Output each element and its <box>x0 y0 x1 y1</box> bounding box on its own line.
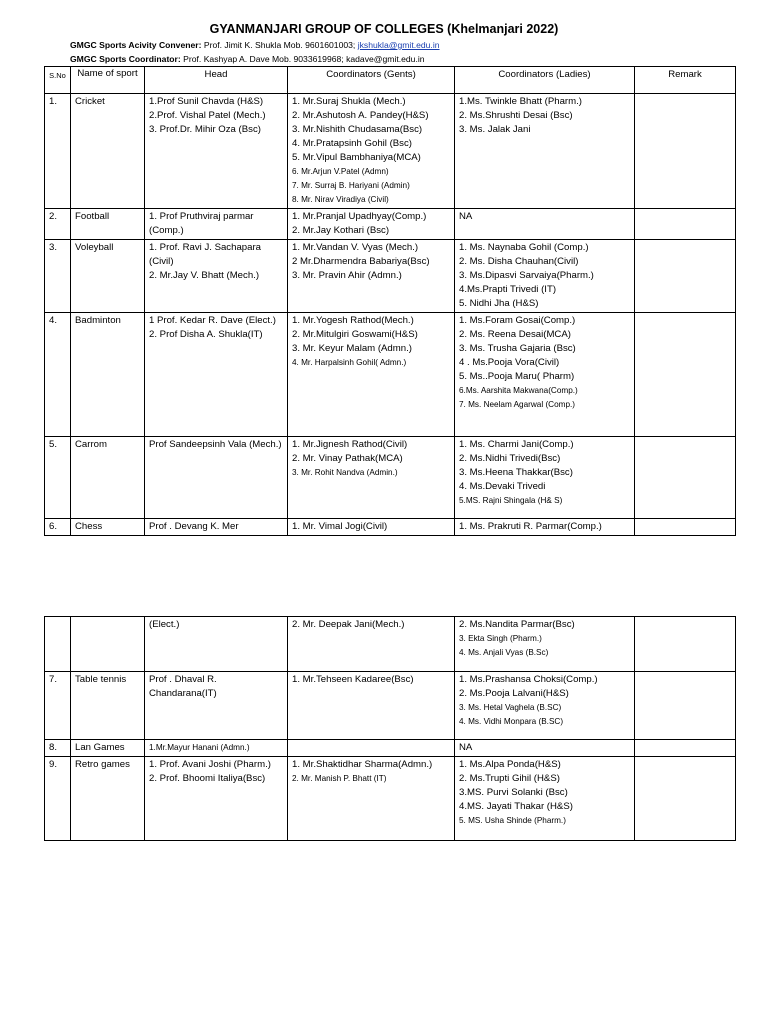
cell-gents <box>288 437 455 519</box>
gents-entry: 1. Mr.Suraj Shukla (Mech.) <box>292 96 406 107</box>
cell-sport: Retro games <box>71 757 145 841</box>
cell-gents <box>288 240 455 313</box>
head-entry: 1.Mr.Mayur Hanani (Admn.) <box>149 743 250 752</box>
cell-sport: Lan Games <box>71 740 145 757</box>
cell-head <box>145 757 288 841</box>
ladies-entry: 3. Ms. Trusha Gajaria (Bsc) <box>459 343 576 354</box>
cell-gents <box>288 209 455 240</box>
head-entry: (Elect.) <box>149 619 180 630</box>
cell-ladies <box>455 672 635 740</box>
head-entry: 2. Prof Disha A. Shukla(IT) <box>149 329 263 340</box>
cell-remark <box>635 437 736 519</box>
sports-table-part2 <box>44 616 736 841</box>
cell-sno: 7. <box>45 672 71 740</box>
gents-entry: 7. Mr. Surraj B. Hariyani (Admin) <box>292 181 410 190</box>
coordinator-label: GMGC Sports Coordinator: <box>70 54 181 64</box>
ladies-entry: 5. Ms..Pooja Maru( Pharm) <box>459 371 575 382</box>
cell-sport: Badminton <box>71 313 145 437</box>
table-row <box>45 240 736 313</box>
head-entry: 2. Mr.Jay V. Bhatt (Mech.) <box>149 270 260 281</box>
head-entry: 2. Prof. Bhoomi Italiya(Bsc) <box>149 773 266 784</box>
cell-gents <box>288 757 455 841</box>
cell-ladies <box>455 757 635 841</box>
gents-entry: 3. Mr.Nishith Chudasama(Bsc) <box>292 124 423 135</box>
ladies-entry: 2. Ms.Shrushti Desai (Bsc) <box>459 110 573 121</box>
cell-sno: 1. <box>45 94 71 209</box>
gents-entry: 2. Mr.Mitulgiri Goswami(H&S) <box>292 329 418 340</box>
table-row <box>45 94 736 209</box>
table-row <box>45 740 736 757</box>
cell-head <box>145 740 288 757</box>
head-entry: 1. Prof Pruthviraj parmar (Comp.) <box>149 211 254 236</box>
ladies-entry: 6.Ms. Aarshita Makwana(Comp.) <box>459 386 578 395</box>
table-header-row <box>45 67 736 94</box>
table-row <box>45 757 736 841</box>
cell-sno: 4. <box>45 313 71 437</box>
ladies-entry: 3.MS. Purvi Solanki (Bsc) <box>459 787 568 798</box>
ladies-entry: 7. Ms. Neelam Agarwal (Comp.) <box>459 400 576 409</box>
gents-entry: 8. Mr. Nirav Viradiya (Civil) <box>292 195 389 204</box>
gents-entry: 4. Mr. Harpalsinh Gohil( Admn.) <box>292 358 407 367</box>
gents-entry: 3. Mr. Keyur Malam (Admn.) <box>292 343 412 354</box>
ladies-entry: 2. Ms.Nandita Parmar(Bsc) <box>459 619 575 630</box>
convener-line <box>70 40 440 50</box>
header-sno: S.No <box>45 67 71 94</box>
ladies-entry: 5. Nidhi Jha (H&S) <box>459 298 539 309</box>
cell-sno <box>45 617 71 672</box>
cell-sno: 8. <box>45 740 71 757</box>
cell-gents <box>288 94 455 209</box>
ladies-entry: 4. Ms. Vidhi Monpara (B.SC) <box>459 717 564 726</box>
cell-ladies <box>455 519 635 536</box>
gents-entry: 1. Mr.Shaktidhar Sharma(Admn.) <box>292 759 433 770</box>
header-ladies: Coordinators (Ladies) <box>455 67 635 94</box>
cell-sport <box>71 617 145 672</box>
ladies-entry: 4. Ms. Anjali Vyas (B.Sc) <box>459 648 549 657</box>
gents-entry: 1. Mr. Vimal Jogi(Civil) <box>292 521 388 532</box>
ladies-entry: 2. Ms.Trupti Gihil (H&S) <box>459 773 560 784</box>
cell-ladies <box>455 740 635 757</box>
page-title: GYANMANJARI GROUP OF COLLEGES (Khelmanjari 2022) <box>209 22 559 36</box>
gents-entry: 2 Mr.Dharmendra Babariya(Bsc) <box>292 256 430 267</box>
gents-entry: 3. Mr. Pravin Ahir (Admn.) <box>292 270 402 281</box>
cell-ladies <box>455 240 635 313</box>
table-row <box>45 209 736 240</box>
ladies-entry: 3. Ms. Jalak Jani <box>459 124 531 135</box>
ladies-entry: 4.Ms.Prapti Trivedi (IT) <box>459 284 557 295</box>
cell-remark <box>635 740 736 757</box>
ladies-entry: 1. Ms. Prakruti R. Parmar(Comp.) <box>459 521 602 532</box>
cell-remark <box>635 757 736 841</box>
ladies-entry: 2. Ms. Reena Desai(MCA) <box>459 329 571 340</box>
gents-entry: 3. Mr. Rohit Nandva (Admin.) <box>292 468 398 477</box>
cell-gents <box>288 313 455 437</box>
ladies-entry: 1.Ms. Twinkle Bhatt (Pharm.) <box>459 96 582 107</box>
gents-entry: 1. Mr.Yogesh Rathod(Mech.) <box>292 315 414 326</box>
gents-entry: 1. Mr.Pranjal Upadhyay(Comp.) <box>292 211 427 222</box>
cell-ladies <box>455 437 635 519</box>
ladies-entry: 3. Ms.Dipasvi Sarvaiya(Pharm.) <box>459 270 594 281</box>
cell-remark <box>635 617 736 672</box>
gents-entry: 4. Mr.Pratapsinh Gohil (Bsc) <box>292 138 412 149</box>
cell-sno: 6. <box>45 519 71 536</box>
cell-sno: 3. <box>45 240 71 313</box>
cell-ladies <box>455 209 635 240</box>
cell-head <box>145 437 288 519</box>
gents-entry: 2. Mr. Deepak Jani(Mech.) <box>292 619 405 630</box>
cell-sport: Football <box>71 209 145 240</box>
coordinator-line <box>70 54 425 64</box>
head-entry: 2.Prof. Vishal Patel (Mech.) <box>149 110 266 121</box>
table-row <box>45 617 736 672</box>
head-entry: 1.Prof Sunil Chavda (H&S) <box>149 96 264 107</box>
gents-entry: 5. Mr.Vipul Bambhaniya(MCA) <box>292 152 421 163</box>
cell-sport: Carrom <box>71 437 145 519</box>
cell-sno: 9. <box>45 757 71 841</box>
cell-ladies <box>455 617 635 672</box>
cell-gents <box>288 617 455 672</box>
cell-gents <box>288 519 455 536</box>
cell-gents <box>288 672 455 740</box>
ladies-entry: 4.MS. Jayati Thakar (H&S) <box>459 801 573 812</box>
head-entry: 1. Prof. Avani Joshi (Pharm.) <box>149 759 271 770</box>
head-entry: 1. Prof. Ravi J. Sachapara (Civil) <box>149 242 261 267</box>
cell-head <box>145 209 288 240</box>
cell-remark <box>635 519 736 536</box>
cell-sport: Table tennis <box>71 672 145 740</box>
head-entry: Prof . Dhaval R. Chandarana(IT) <box>149 674 217 699</box>
head-entry: 1 Prof. Kedar R. Dave (Elect.) <box>149 315 276 326</box>
ladies-entry: 5. MS. Usha Shinde (Pharm.) <box>459 816 566 825</box>
gents-entry: 2. Mr. Manish P. Bhatt (IT) <box>292 774 387 783</box>
ladies-entry: 4 . Ms.Pooja Vora(Civil) <box>459 357 560 368</box>
table-row <box>45 519 736 536</box>
ladies-entry: 2. Ms.Pooja Lalvani(H&S) <box>459 688 569 699</box>
cell-sport: Voleyball <box>71 240 145 313</box>
header-gents: Coordinators (Gents) <box>288 67 455 94</box>
head-entry: Prof . Devang K. Mer <box>149 521 239 532</box>
cell-sport: Cricket <box>71 94 145 209</box>
header-head: Head <box>145 67 288 94</box>
gents-entry: 2. Mr.Ashutosh A. Pandey(H&S) <box>292 110 429 121</box>
ladies-entry: 1. Ms. Naynaba Gohil (Comp.) <box>459 242 589 253</box>
table-row <box>45 313 736 437</box>
ladies-entry: 3. Ms.Heena Thakkar(Bsc) <box>459 467 573 478</box>
cell-sno: 5. <box>45 437 71 519</box>
cell-remark <box>635 672 736 740</box>
table-row <box>45 672 736 740</box>
coordinator-text: Prof. Kashyap A. Dave Mob. 9033619968; kadave@gmit.edu.in <box>183 54 425 64</box>
ladies-entry: 1. Ms.Alpa Ponda(H&S) <box>459 759 561 770</box>
ladies-entry: 3. Ekta Singh (Pharm.) <box>459 634 542 643</box>
cell-head <box>145 672 288 740</box>
cell-head <box>145 240 288 313</box>
head-entry: 3. Prof.Dr. Mihir Oza (Bsc) <box>149 124 261 135</box>
gents-entry: 1. Mr.Jignesh Rathod(Civil) <box>292 439 408 450</box>
gents-entry: 6. Mr.Arjun V.Patel (Admn) <box>292 167 389 176</box>
cell-remark <box>635 240 736 313</box>
convener-text: Prof. Jimit K. Shukla Mob. 9601601003; <box>203 40 356 50</box>
gents-entry: 1. Mr.Tehseen Kadaree(Bsc) <box>292 674 414 685</box>
gents-entry: 2. Mr. Vinay Pathak(MCA) <box>292 453 403 464</box>
header-sport: Name of sport <box>71 67 145 94</box>
cell-remark <box>635 209 736 240</box>
cell-ladies <box>455 313 635 437</box>
cell-remark <box>635 94 736 209</box>
header-remark: Remark <box>635 67 736 94</box>
cell-ladies <box>455 94 635 209</box>
table-row <box>45 437 736 519</box>
cell-head <box>145 519 288 536</box>
convener-label: GMGC Sports Acivity Convener: <box>70 40 202 50</box>
ladies-entry: 3. Ms. Hetal Vaghela (B.SC) <box>459 703 562 712</box>
ladies-entry: NA <box>459 211 473 222</box>
ladies-entry: 2. Ms. Disha Chauhan(Civil) <box>459 256 579 267</box>
cell-head <box>145 94 288 209</box>
cell-sport: Chess <box>71 519 145 536</box>
cell-head <box>145 313 288 437</box>
ladies-entry: 2. Ms.Nidhi Trivedi(Bsc) <box>459 453 561 464</box>
convener-email-link[interactable]: jkshukla@gmit.edu.in <box>357 40 440 50</box>
cell-head <box>145 617 288 672</box>
ladies-entry: 5.MS. Rajni Shingala (H& S) <box>459 496 563 505</box>
gents-entry: 2. Mr.Jay Kothari (Bsc) <box>292 225 390 236</box>
cell-remark <box>635 313 736 437</box>
ladies-entry: 1. Ms.Prashansa Choksi(Comp.) <box>459 674 598 685</box>
ladies-entry: 4. Ms.Devaki Trivedi <box>459 481 546 492</box>
ladies-entry: 1. Ms. Charmi Jani(Comp.) <box>459 439 574 450</box>
ladies-entry: NA <box>459 742 473 753</box>
cell-gents <box>288 740 455 757</box>
cell-sno: 2. <box>45 209 71 240</box>
gents-entry: 1. Mr.Vandan V. Vyas (Mech.) <box>292 242 419 253</box>
ladies-entry: 1. Ms.Foram Gosai(Comp.) <box>459 315 576 326</box>
sports-table-part1 <box>44 66 736 536</box>
head-entry: Prof Sandeepsinh Vala (Mech.) <box>149 439 282 450</box>
